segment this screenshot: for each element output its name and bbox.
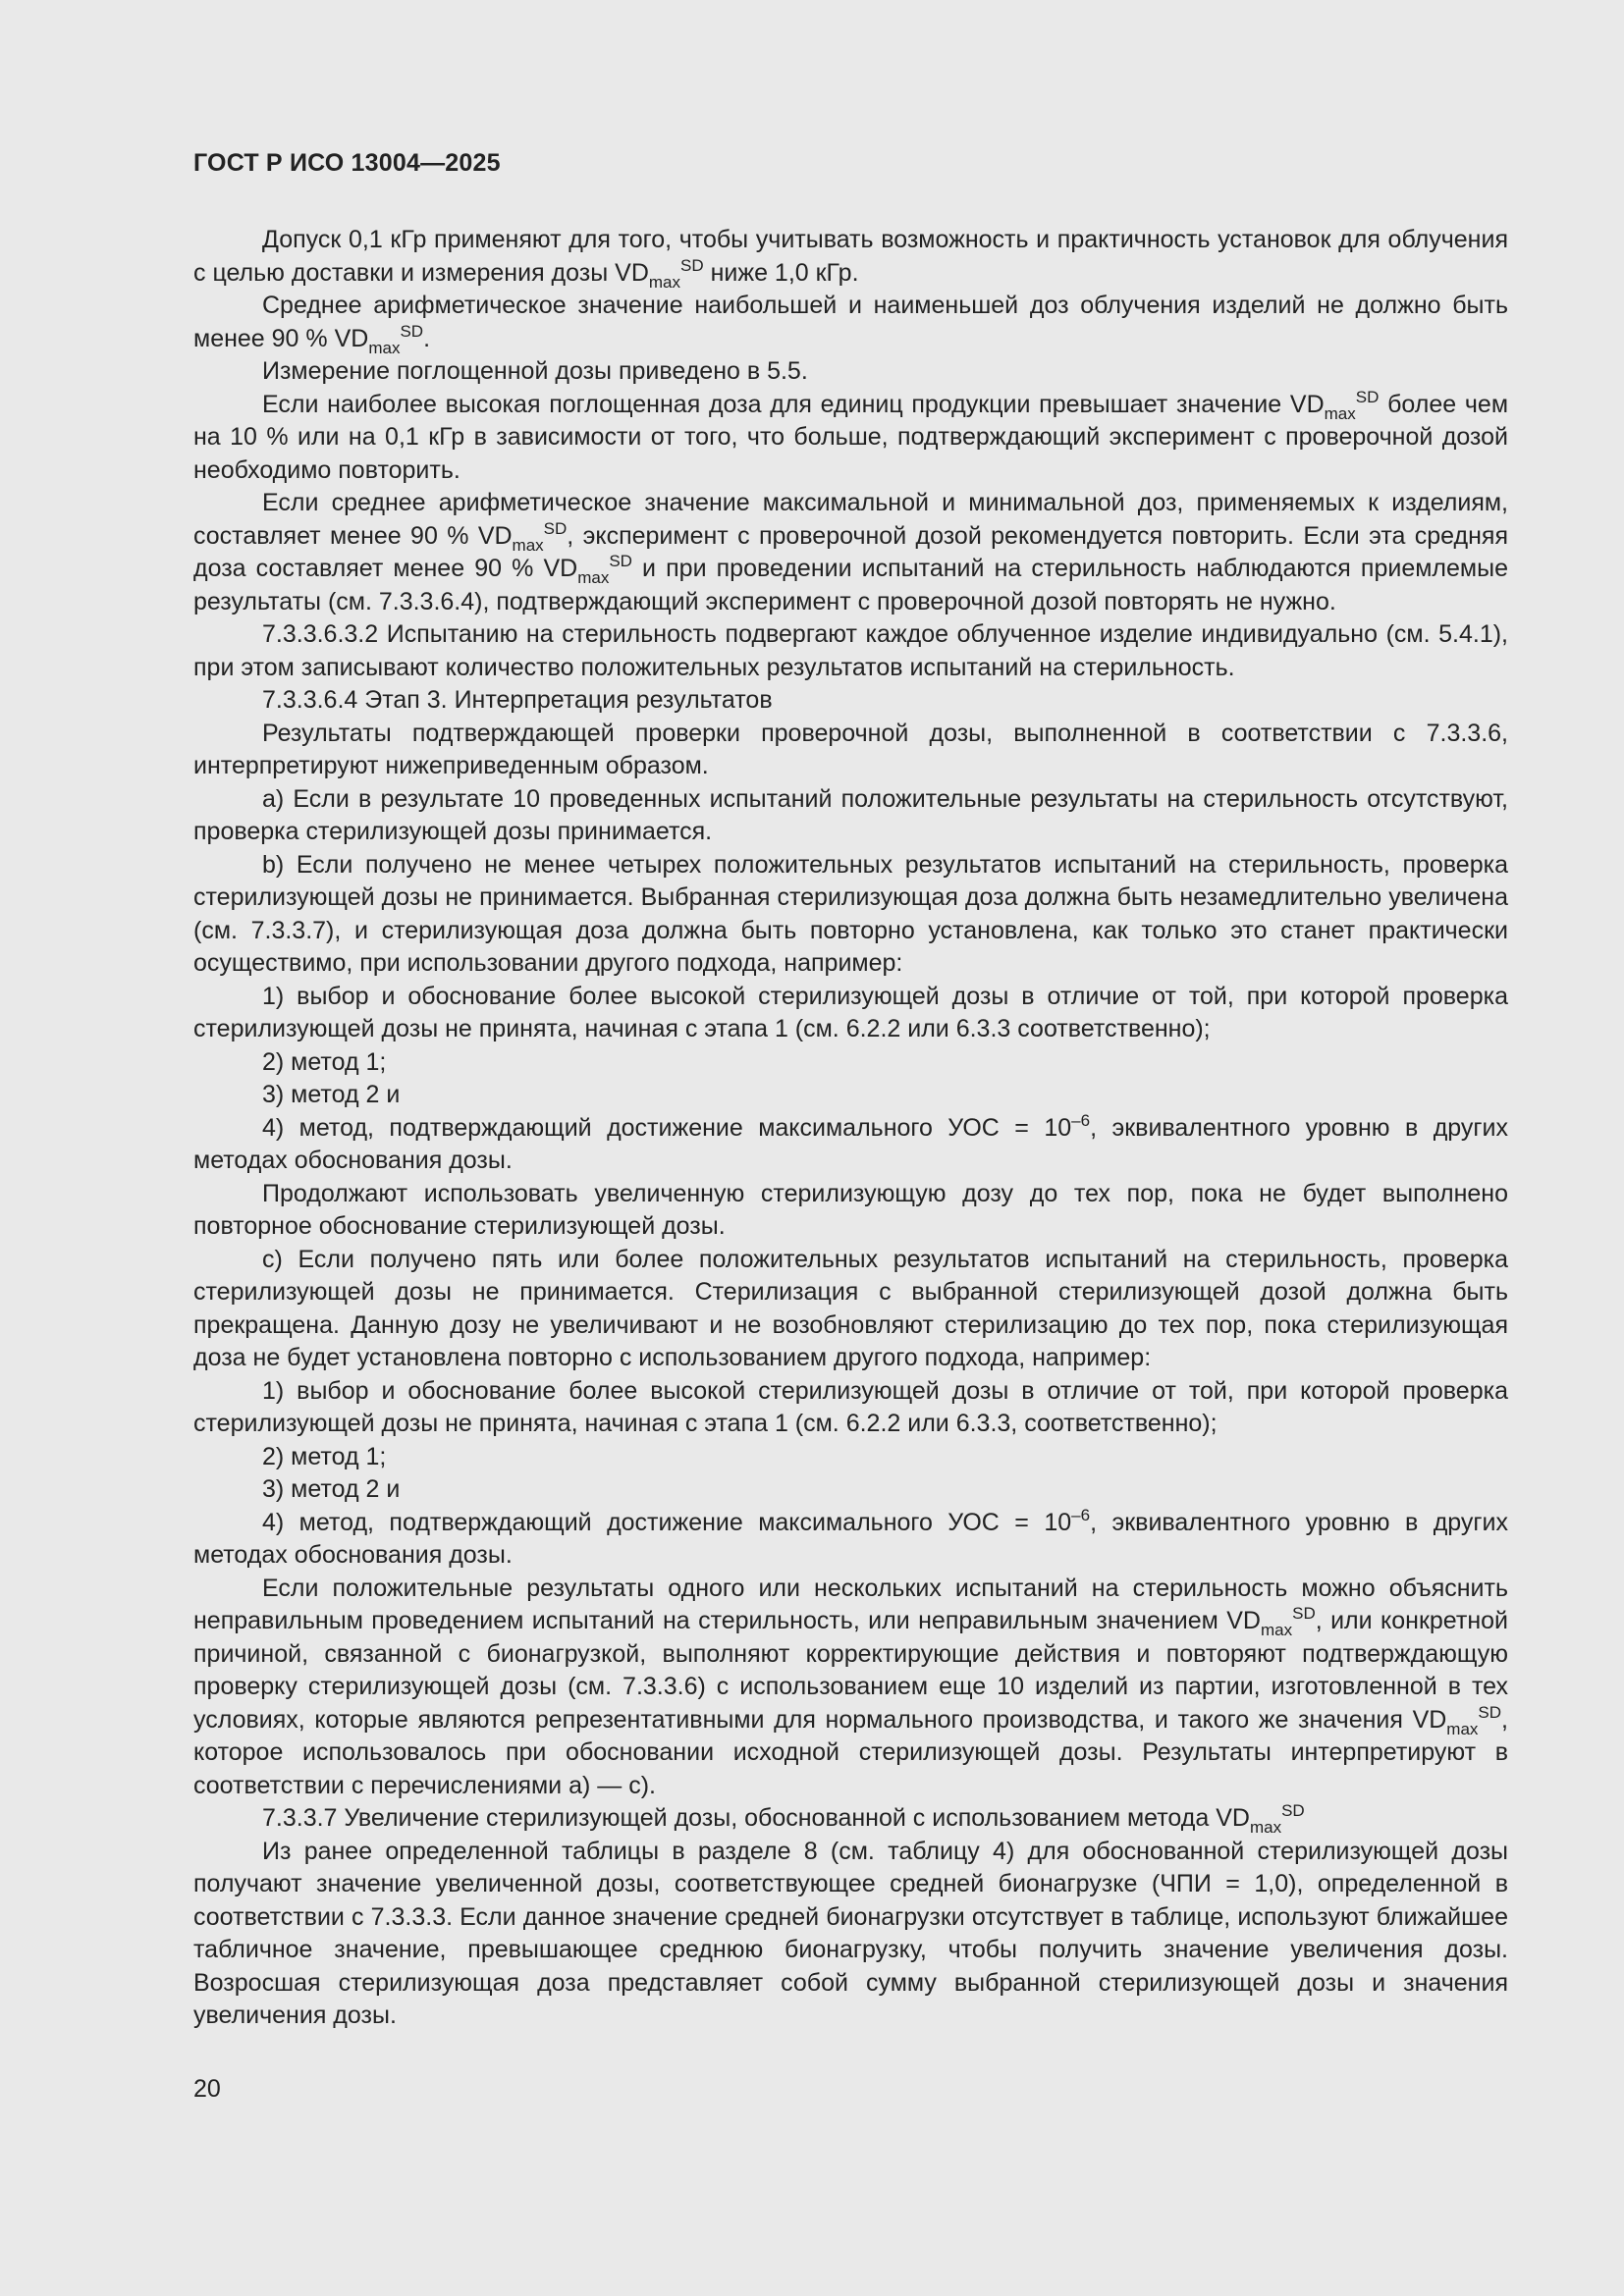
list-item: 1) выбор и обоснование более высокой стерилизующей дозы в отличие от той, при которой проверка стерилизующей дозы не принята, начиная с этапа 1 (см. 6.2.2 или 6.3.3, соответственно); [193,1376,1508,1437]
list-item: 3) метод 2 и [262,1475,401,1503]
paragraph: Измерение поглощенной дозы приведено в 5.5. [262,357,808,385]
paragraph: Если среднее арифметическое значение максимальной и минимальной доз, применяемых к изделиям, составляет менее 90 % $VD_{max}^{SD}$, эксперимент с проверочной дозой рекомендуется повторить. Если эта средняя доза составляет менее 90 % $VD_{max}^{SD}$ и при проведении испытаний на стерильность наблюдаются приемлемые результаты (см. 7.3.3.6.4), подтверждающий эксперимент с проверочной дозой повторять не нужно. [193,489,1509,615]
vd-symbol: $VD_{max}^{SD}$ [1226,1604,1316,1639]
list-item: 4) метод, подтверждающий достижение максимального УОС = $10^{-6}$, эквивалентного уровню в других методах обоснования дозы. [193,1505,1508,1569]
vd-symbol: $VD_{max}^{SD}$ [615,255,704,292]
paragraph: Из ранее определенной таблицы в разделе 8 (см. таблицу 4) для обоснованной стерилизующей дозы получают значение увеличенной дозы, соответствующее средней бионагрузке (ЧПИ = 1,0), определенной в соответствии с 7.3.3.3. Если данное значение средней бионагрузки отсутствует в таблице, используют ближайшее табличное значение, превышающее среднюю бионагрузку, чтобы получить значение увеличения дозы. Возросшая стерилизующая доза представляет собой сумму выбранной стерилизующей дозы и значения увеличения дозы. [193,1837,1508,2029]
list-item: a) Если в результате 10 проведенных испытаний положительные результаты на стерильность отсутствуют, проверка стерилизующей дозы принимается. [193,784,1508,845]
list-item: 4) метод, подтверждающий достижение максимального УОС = $10^{-6}$, эквивалентного уровню в других методах обоснования дозы. [193,1110,1508,1174]
list-item: b) Если получено не менее четырех положительных результатов испытаний на стерильность, проверка стерилизующей дозы не принимается. Выбранная стерилизующая доза должна быть незамедлительно увеличена (см. 7.3.3.7), и стерилизующая доза должна быть повторно установлена, как только это станет практически осуществимо, при использовании другого подхода, например: [193,850,1508,977]
list-item: 1) выбор и обоснование более высокой стерилизующей дозы в отличие от той, при которой проверка стерилизующей дозы не принята, начиная с этапа 1 (см. 6.2.2 или 6.3.3 соответственно); [193,982,1508,1042]
vd-symbol: $VD_{max}^{SD}$ [1412,1702,1502,1738]
document-body [193,224,1508,2033]
paragraph: Если положительные результаты одного или нескольких испытаний на стерильность можно объяснить неправильным проведением испытаний на стерильность, или неправильным значением $VD_{max}^{SD}$, или конкретной причиной, связанной с бионагрузкой, выполняют корректирующие действия и повторяют подтверждающую проверку стерилизующей дозы (см. 7.3.3.6) с использованием еще 10 изделий из партии, изготовленной в тех условиях, которые являются репрезентативными для нормального производства, и такого же значения $VD_{max}^{SD}$, которое использовалось при обосновании исходной стерилизующей дозы. Результаты интерпретируют в соответствии с перечислениями a) — c). [193,1574,1508,1799]
exponent: –6 [1071,1110,1091,1130]
list-item: 2) метод 1; [262,1047,387,1076]
vd-symbol: $VD_{max}^{SD}$ [1216,1801,1305,1837]
section-heading: 7.3.3.7 Увеличение стерилизующей дозы, обоснованной с использованием метода $VD_{max}^{SD}$ [262,1801,1305,1837]
paragraph: Результаты подтверждающей проверки проверочной дозы, выполненной в соответствии с 7.3.3.6, интерпретируют нижеприведенным образом. [193,719,1508,779]
paragraph: Допуск 0,1 кГр применяют для того, чтобы учитывать возможность и практичность установок для облучения с целью доставки и измерения дозы $VD_{max}^{SD}$ ниже 1,0 кГр. [193,226,1508,292]
list-item: c) Если получено пять или более положительных результатов испытаний на стерильность, проверка стерилизующей дозы не принимается. Стерилизация с выбранной стерилизующей дозой должна быть прекращена. Данную дозу не увеличивают и не возобновляют стерилизацию до тех пор, пока стерилизующая доза не будет установлена повторно с использованием другого подхода, например: [193,1245,1508,1371]
list-item: 2) метод 1; [262,1442,387,1470]
vd-symbol: $VD_{max}^{SD}$ [334,321,424,357]
document-header: ГОСТ Р ИСО 13004—2025 [193,149,501,177]
paragraph: 7.3.3.6.3.2 Испытанию на стерильность подвергают каждое облученное изделие индивидуально (см. 5.4.1), при этом записывают количество положительных результатов испытаний на стерильность. [193,620,1508,681]
section-heading: 7.3.3.6.4 Этап 3. Интерпретация результатов [262,686,773,714]
list-item: 3) метод 2 и [262,1081,401,1108]
page-number: 20 [193,2075,221,2103]
vd-symbol: $VD_{max}^{SD}$ [477,518,568,555]
paragraph: Среднее арифметическое значение наибольшей и наименьшей доз облучения изделий не должно быть менее 90 % $VD_{max}^{SD}$. [193,292,1508,357]
vd-symbol: $VD_{max}^{SD}$ [1289,387,1380,423]
paragraph: Если наиболее высокая поглощенная доза для единиц продукции превышает значение $VD_{max}^{SD}$ более чем на 10 % или на 0,1 кГр в зависимости от того, что больше, подтверждающий эксперимент с проверочной дозой необходимо повторить. [193,387,1509,484]
exponent: –6 [1071,1505,1091,1524]
vd-symbol: $VD_{max}^{SD}$ [543,552,632,587]
paragraph: Продолжают использовать увеличенную стерилизующую дозу до тех пор, пока не будет выполнено повторное обоснование стерилизующей дозы. [193,1179,1508,1240]
